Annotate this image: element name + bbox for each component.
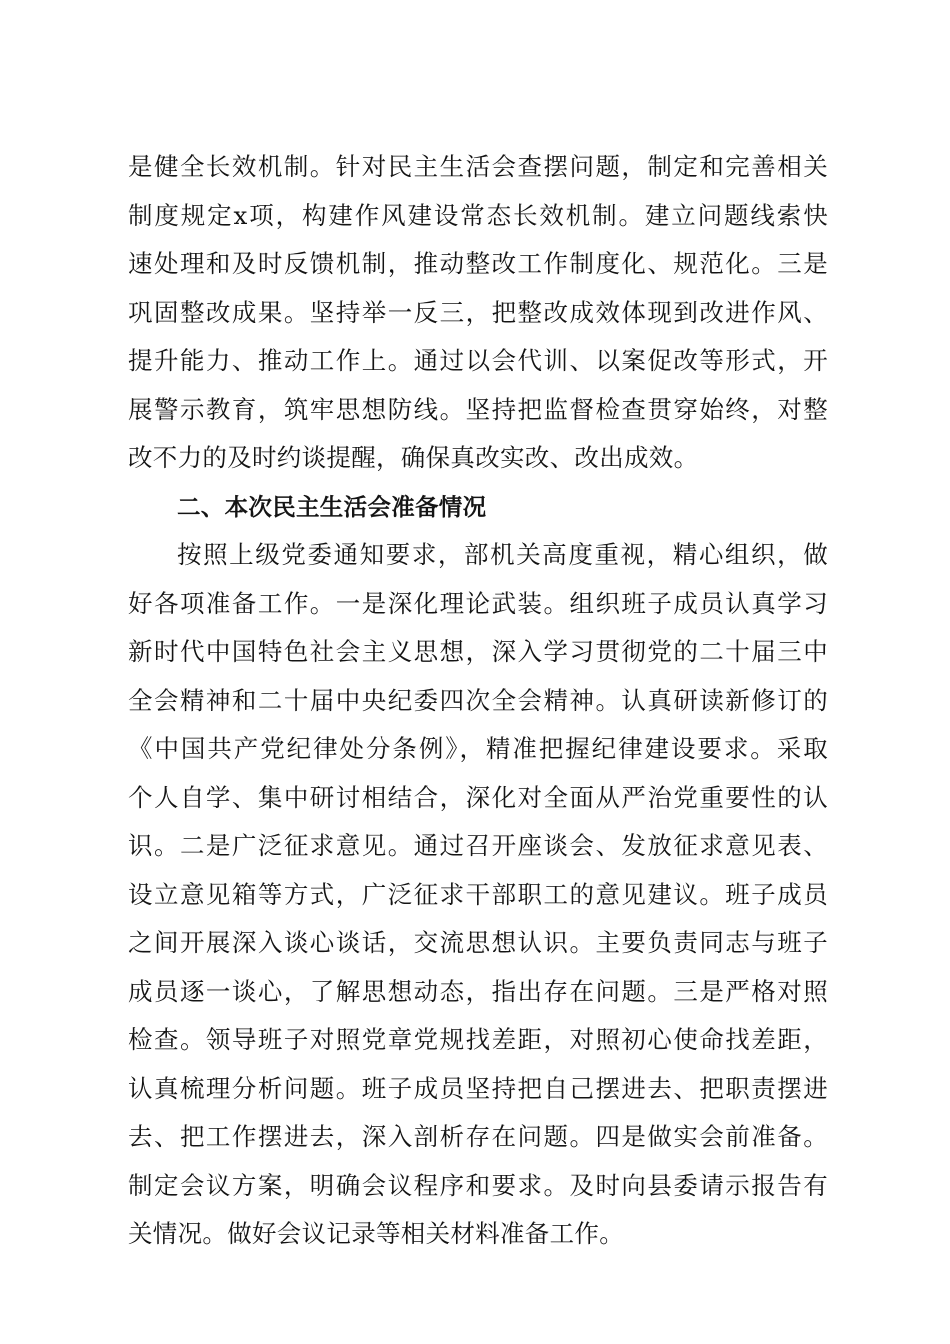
paragraph-line: 设立意见箱等方式，广泛征求干部职工的意见建议。班子成员	[128, 879, 828, 909]
paragraph-line: 认真梳理分析问题。班子成员坚持把自己摆进去、把职责摆进	[128, 1073, 828, 1103]
paragraph-line: 制度规定x项，构建作风建设常态长效机制。建立问题线索快	[128, 200, 828, 230]
paragraph-line: 制定会议方案，明确会议程序和要求。及时向县委请示报告有	[128, 1170, 828, 1200]
paragraph-line: 好各项准备工作。一是深化理论武装。组织班子成员认真学习	[128, 588, 828, 618]
paragraph-line: 成员逐一谈心，了解思想动态，指出存在问题。三是严格对照	[128, 976, 828, 1006]
section-heading: 二、本次民主生活会准备情况	[177, 492, 487, 521]
paragraph-line: 《中国共产党纪律处分条例》，精准把握纪律建设要求。采取	[128, 734, 828, 763]
paragraph-line: 去、把工作摆进去，深入剖析存在问题。四是做实会前准备。	[128, 1122, 828, 1151]
paragraph-line: 巩固整改成果。坚持举一反三，把整改成效体现到改进作风、	[128, 297, 828, 327]
paragraph-line: 展警示教育，筑牢思想防线。坚持把监督检查贯穿始终，对整	[128, 394, 828, 424]
paragraph-line: 新时代中国特色社会主义思想，深入学习贯彻党的二十届三中	[128, 637, 828, 666]
paragraph-line: 按照上级党委通知要求，部机关高度重视，精心组织，做	[177, 540, 828, 569]
document-body	[128, 143, 828, 1259]
paragraph-line: 之间开展深入谈心谈话，交流思想认识。主要负责同志与班子	[128, 928, 828, 957]
paragraph-line: 全会精神和二十届中央纪委四次全会精神。认真研读新修订的	[128, 685, 828, 715]
paragraph-line: 速处理和及时反馈机制，推动整改工作制度化、规范化。三是	[128, 249, 828, 278]
paragraph-line: 个人自学、集中研讨相结合，深化对全面从严治党重要性的认	[128, 782, 828, 812]
paragraph-line: 识。二是广泛征求意见。通过召开座谈会、发放征求意见表、	[128, 831, 828, 860]
paragraph-line: 是健全长效机制。针对民主生活会查摆问题，制定和完善相关	[128, 152, 828, 181]
paragraph-line: 提升能力、推动工作上。通过以会代训、以案促改等形式，开	[128, 346, 828, 375]
paragraph-line: 改不力的及时约谈提醒，确保真改实改、改出成效。	[128, 443, 699, 472]
paragraph-preparation	[128, 531, 828, 1259]
paragraph-line: 关情况。做好会议记录等相关材料准备工作。	[128, 1219, 624, 1248]
paragraph-continuation	[128, 143, 828, 483]
paragraph-line: 检查。领导班子对照党章党规找差距，对照初心使命找差距，	[128, 1025, 828, 1054]
